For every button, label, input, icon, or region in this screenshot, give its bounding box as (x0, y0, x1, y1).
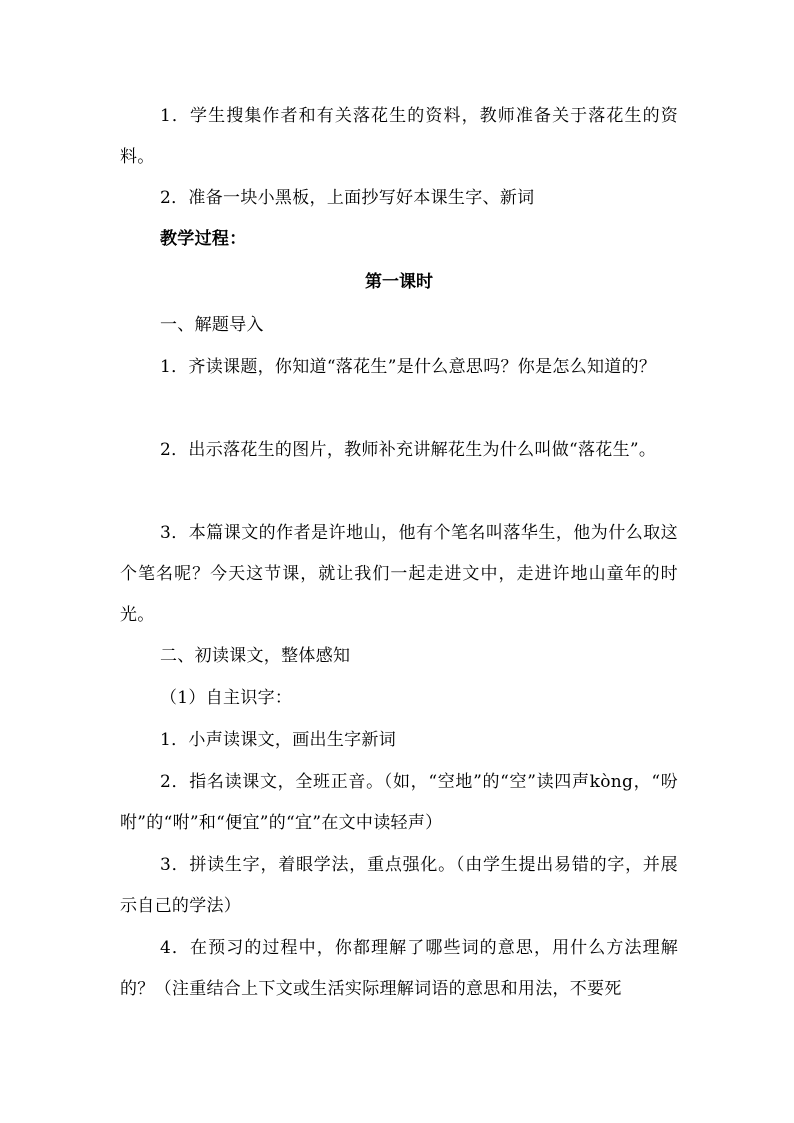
paragraph-author: 3．本篇课文的作者是许地山，他有个笔名叫落华生，他为什么取这个笔名呢？今天这节课，就让我们一起走进文中，走进许地山童年的时光。 (120, 523, 678, 625)
section-heading-teaching-process: 教学过程： (160, 229, 247, 249)
lesson-title-first-period: 第一课时 (365, 272, 433, 292)
paragraph-materials-blackboard: 2．准备一块小黑板，上面抄写好本课生字、新词 (160, 188, 535, 208)
paragraph-correct-pronunciation: 2．指名读课文，全班正音。（如，“空地”的“空”读四声kòng，“吩咐”的“咐”和“便宜”的“宜”在文中读轻声） (120, 772, 678, 833)
paragraph-read-quietly: 1．小声读课文，画出生字新词 (160, 730, 397, 750)
paragraph-materials-students: 1．学生搜集作者和有关落花生的资料，教师准备关于落花生的资料。 (120, 106, 678, 167)
paragraph-spell-characters: 3．拼读生字，着眼学法，重点强化。（由学生提出易错的字，并展示自己的学法） (120, 855, 678, 916)
paragraph-read-title: 1．齐读课题，你知道“落花生”是什么意思吗？你是怎么知道的？ (160, 357, 657, 377)
section-heading-first-reading: 二、初读课文，整体感知 (160, 646, 351, 666)
paragraph-show-picture: 2．出示落花生的图片，教师补充讲解花生为什么叫做“落花生”。 (160, 440, 657, 460)
subheading-self-literacy: （1）自主识字： (160, 688, 293, 708)
section-heading-introduction: 一、解题导入 (160, 315, 264, 335)
paragraph-understand-words: 4．在预习的过程中，你都理解了哪些词的意思，用什么方法理解的？（注重结合上下文或生活实际理解词语的意思和用法，不要死 (120, 938, 678, 999)
